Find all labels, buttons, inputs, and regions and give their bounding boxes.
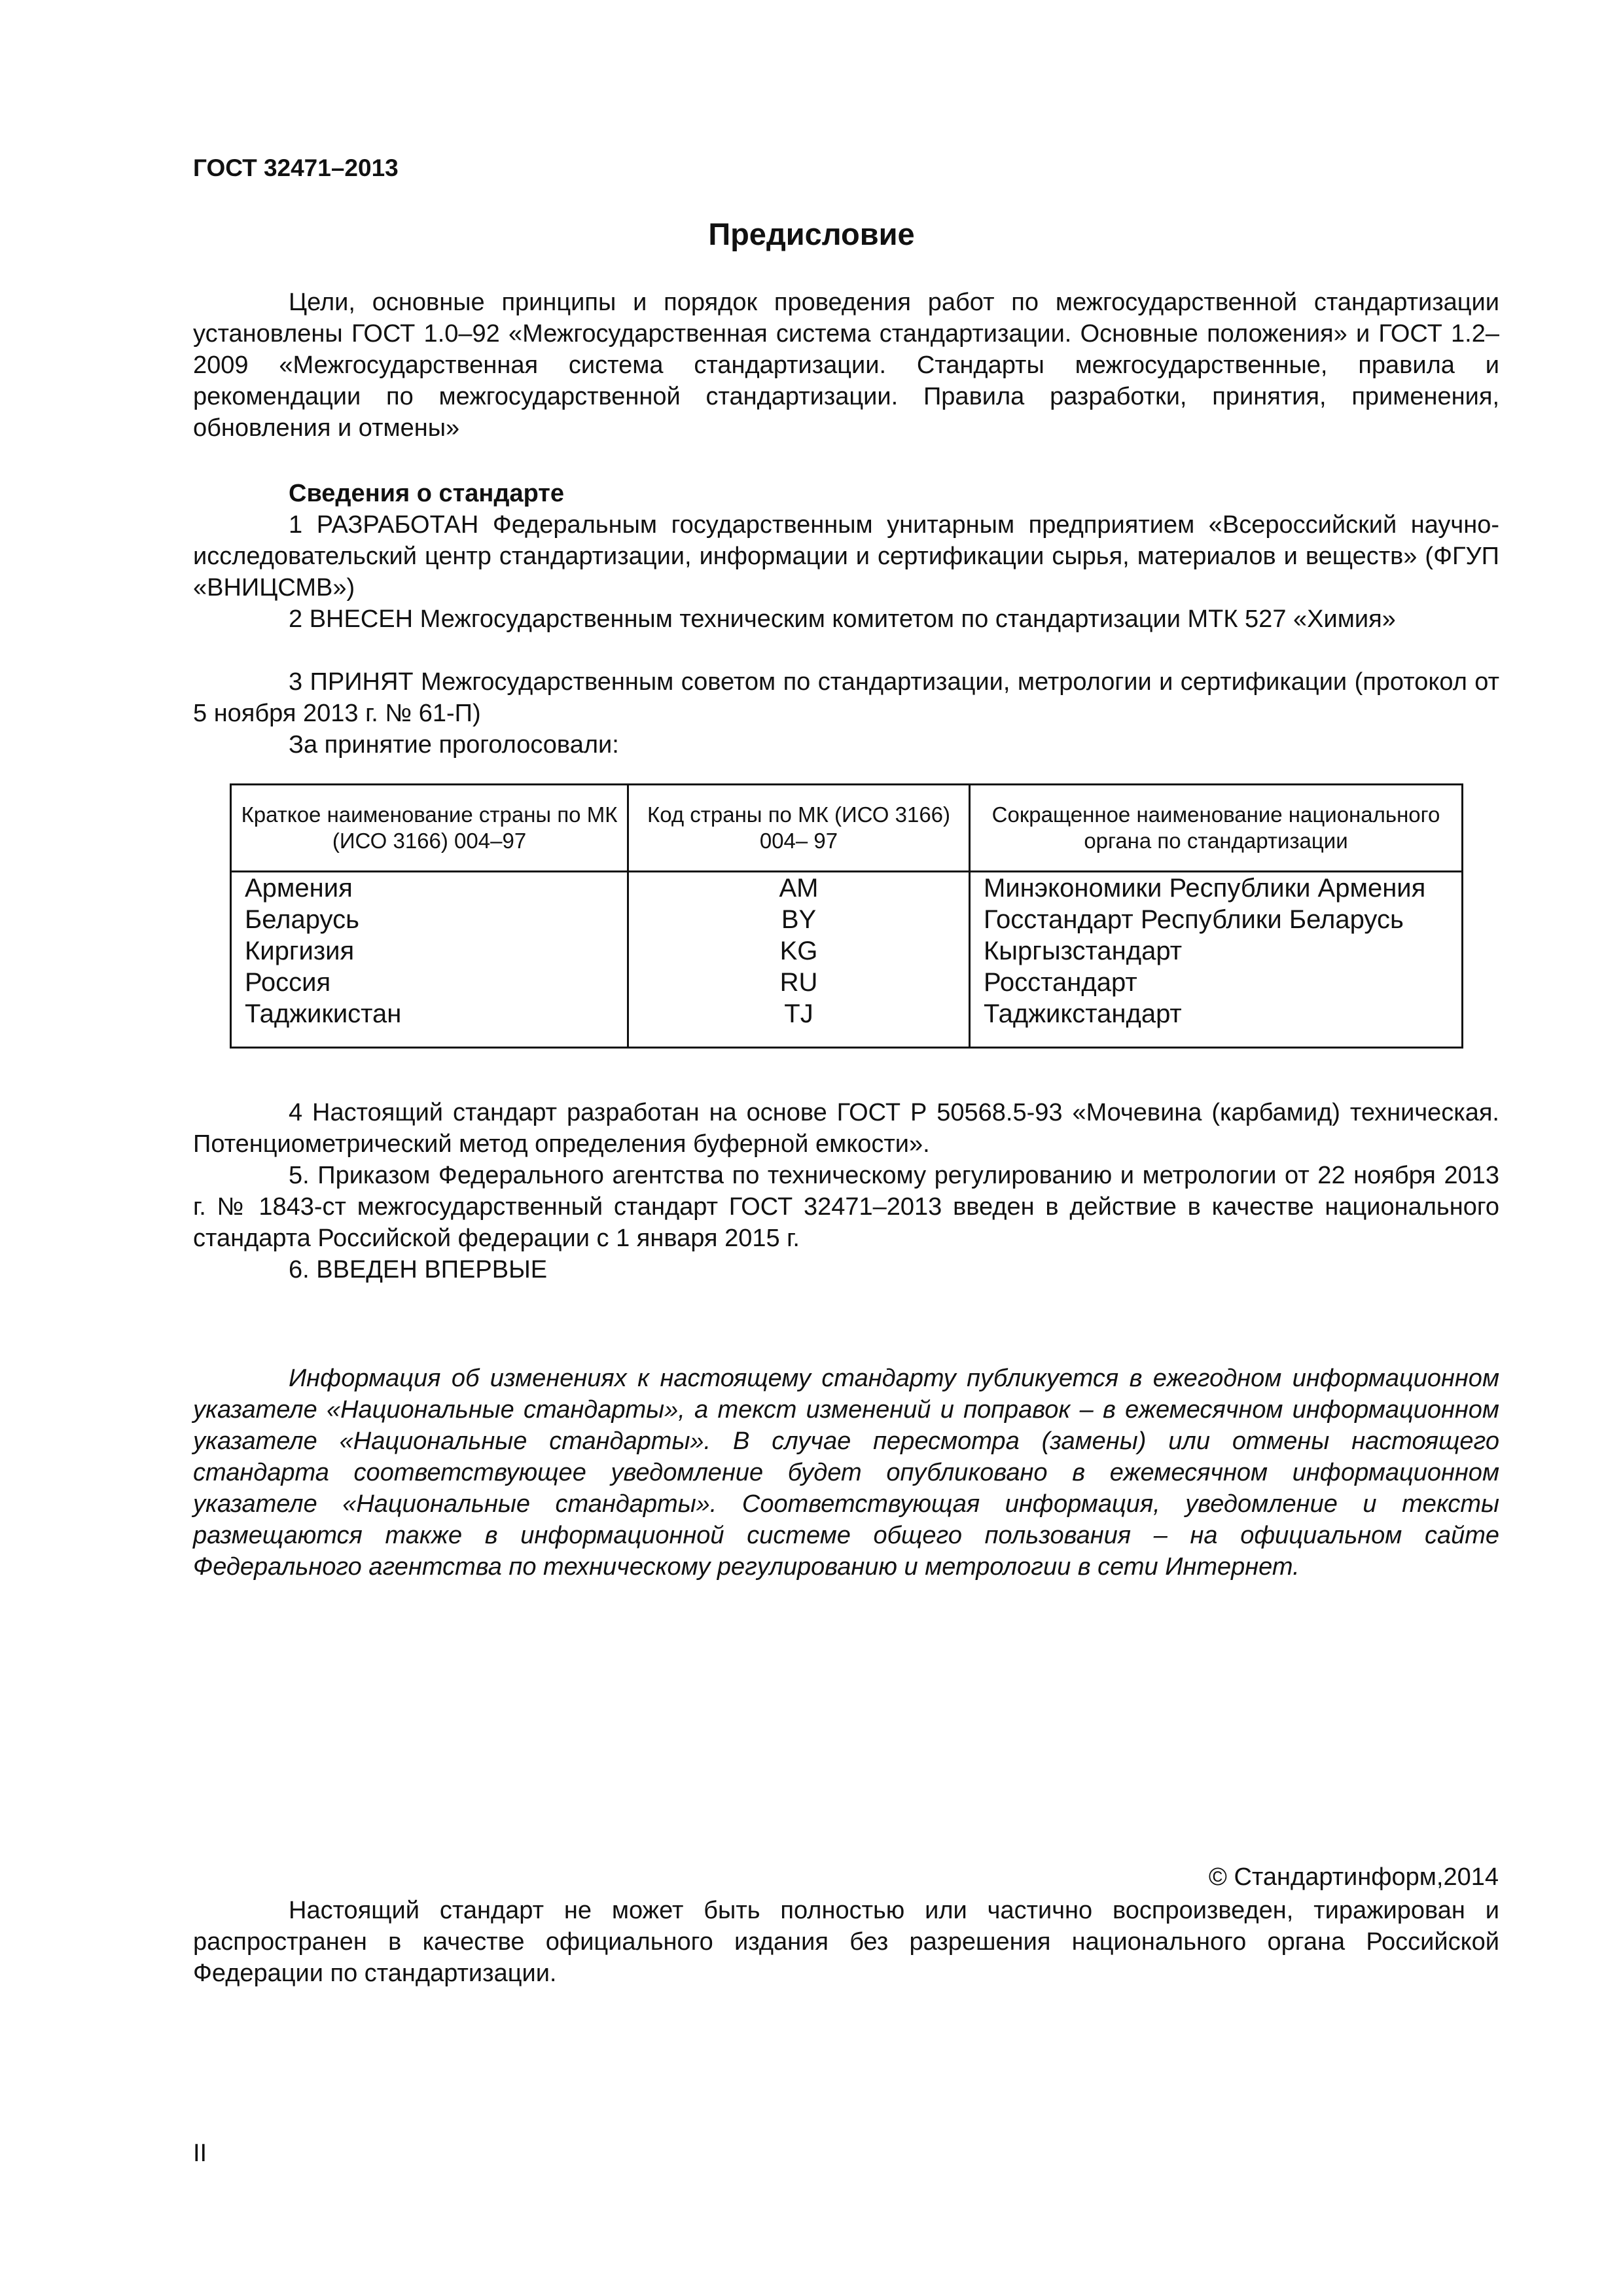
item-basis: 4 Настоящий стандарт разработан на основе ГОСТ Р 50568.5-93 «Мочевина (карбамид) техническая. Потенциометрический метод определения буферной емкости». <box>193 1099 1499 1158</box>
code-cell: TJ <box>628 998 970 1030</box>
page-number: II <box>193 2140 207 2167</box>
item-first: 6. ВВЕДЕН ВПЕРВЫЕ <box>289 1256 548 1283</box>
code-cell: RU <box>628 967 970 998</box>
table-row <box>231 998 1463 1030</box>
body-cell: Минэкономики Республики Армения <box>970 872 1463 905</box>
country-cell: Киргизия <box>231 935 628 967</box>
copyright-line: © Стандартинформ,2014 <box>1208 1863 1499 1891</box>
table-row <box>231 904 1463 935</box>
column-header-country: Краткое наименование страны по МК (ИСО 3166) 004–97 <box>231 785 628 872</box>
table-row <box>231 872 1463 905</box>
table-spacer-row <box>231 1030 1463 1048</box>
item-voted: За принятие проголосовали: <box>289 731 619 759</box>
body-cell: Таджикстандарт <box>970 998 1463 1030</box>
table-row <box>231 967 1463 998</box>
changes-notice: Информация об изменениях к настоящему стандарту публикуется в ежегодном информационном указателе «Национальные стандарты», а текст изменений и поправок – в ежемесячном информационном указателе «Национальные стандарты». В случае пересмотра (замены) или отмены настоящего стандарта соответствующее уведомление будет опубликовано в ежемесячном информационном указателе «Национальные стандарты». Соответствующая информация, уведомление и тексты размещаются также в информационной системе общего пользования – на официальном сайте Федерального агентства по техническому регулированию и метрологии в сети Интернет. <box>193 1365 1499 1581</box>
column-header-body: Сокращенное наименование национального органа по стандартизации <box>970 785 1463 872</box>
intro-paragraph: Цели, основные принципы и порядок проведения работ по межгосударственной стандартизации установлены ГОСТ 1.0–92 «Межгосударственная система стандартизации. Основные положения» и ГОСТ 1.2–2009 «Межгосударственная система стандартизации. Стандарты межгосударственные, правила и рекомендации по межгосударственной стандартизации. Правила разработки, принятия, применения, обновления и отмены» <box>193 289 1499 442</box>
country-cell: Россия <box>231 967 628 998</box>
document-code: ГОСТ 32471–2013 <box>193 154 399 181</box>
country-cell: Беларусь <box>231 904 628 935</box>
table-header-row <box>231 785 1463 872</box>
item-order: 5. Приказом Федерального агентства по техническому регулированию и метрологии от 22 ноября 2013 г. № 1843-ст межгосударственный стандарт ГОСТ 32471–2013 введен в действие в качестве национального стандарта Российской федерации с 1 января 2015 г. <box>193 1162 1499 1252</box>
page-title: Предисловие <box>708 217 915 251</box>
column-header-code: Код страны по МК (ИСО 3166) 004– 97 <box>628 785 970 872</box>
item-introduced: 2 ВНЕСЕН Межгосударственным техническим комитетом по стандартизации МТК 527 «Химия» <box>289 605 1396 633</box>
country-cell: Таджикистан <box>231 998 628 1030</box>
table-row <box>231 935 1463 967</box>
voting-table <box>230 783 1463 1049</box>
code-cell: AM <box>628 872 970 905</box>
body-cell: Кыргызстандарт <box>970 935 1463 967</box>
code-cell: KG <box>628 935 970 967</box>
info-heading: Сведения о стандарте <box>289 480 565 507</box>
body-cell: Госстандарт Республики Беларусь <box>970 904 1463 935</box>
item-adopted: 3 ПРИНЯТ Межгосударственным советом по стандартизации, метрологии и сертификации (протокол от 5 ноября 2013 г. № 61-П) <box>193 668 1499 727</box>
code-cell: BY <box>628 904 970 935</box>
item-developed: 1 РАЗРАБОТАН Федеральным государственным унитарным предприятием «Всероссийский научно-исследовательский центр стандартизации, информации и сертификации сырья, материалов и веществ» (ФГУП «ВНИЦСМВ») <box>193 511 1499 601</box>
body-cell: Росстандарт <box>970 967 1463 998</box>
rights-paragraph: Настоящий стандарт не может быть полностью или частично воспроизведен, тиражирован и распространен в качестве официального издания без разрешения национального органа Российской Федерации по стандартизации. <box>193 1897 1499 1987</box>
country-cell: Армения <box>231 872 628 905</box>
